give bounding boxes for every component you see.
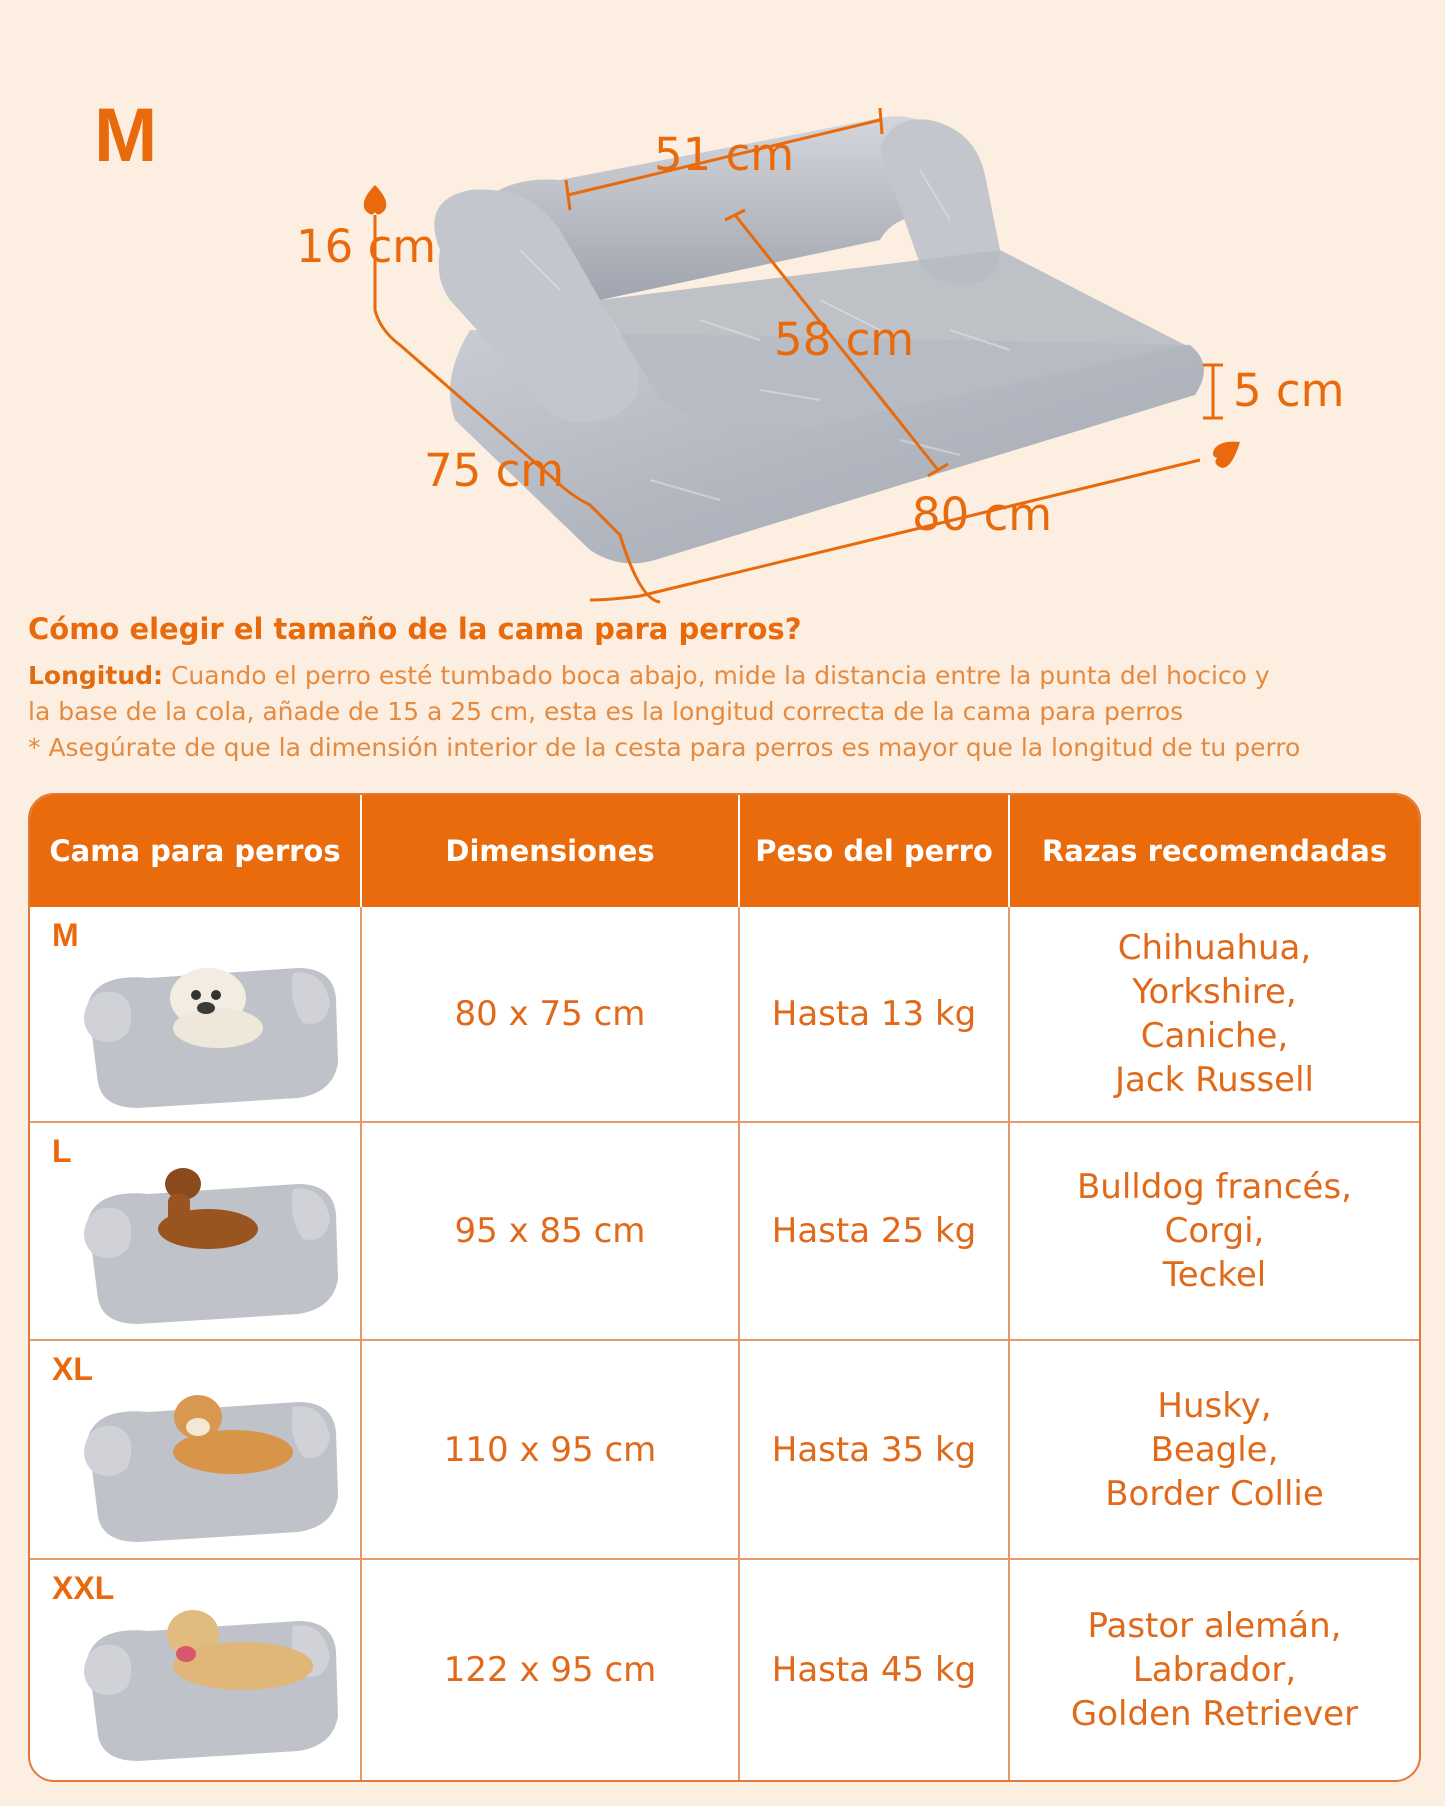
breeds-cell	[1009, 907, 1419, 1122]
header-dimensions: Dimensiones	[361, 795, 739, 907]
guide-line-1	[28, 658, 1418, 694]
header-bed: Cama para perros	[30, 795, 361, 907]
label-width: 80 cm	[912, 488, 1053, 541]
dimensions-cell: 95 x 85 cm	[361, 1122, 739, 1340]
breed: Yorkshire,	[1132, 972, 1297, 1013]
breed: Pastor alemán,	[1087, 1605, 1342, 1646]
arrow-head-top	[364, 185, 387, 215]
breed: Golden Retriever	[1070, 1693, 1359, 1734]
header-weight: Peso del perro	[739, 795, 1009, 907]
breed: Teckel	[1162, 1255, 1267, 1296]
table-row	[30, 1122, 1419, 1340]
weight-cell: Hasta 25 kg	[739, 1122, 1009, 1340]
breed: Jack Russell	[1115, 1060, 1314, 1101]
size-guide	[28, 612, 1418, 766]
table-row	[30, 1340, 1419, 1558]
breed: Beagle,	[1150, 1429, 1279, 1470]
table-row	[30, 1559, 1419, 1780]
guide-line-2: la base de la cola, añade de 15 a 25 cm, esta es la longitud correcta de la cama para perros	[28, 697, 1184, 726]
row-size-label: XL	[52, 1351, 93, 1388]
breeds-cell	[1009, 1340, 1419, 1558]
weight-cell: Hasta 13 kg	[739, 907, 1009, 1122]
breed: Caniche,	[1140, 1016, 1289, 1057]
weight-cell: Hasta 35 kg	[739, 1340, 1009, 1558]
bed-thumbnail	[68, 1596, 358, 1771]
dimensions-cell: 80 x 75 cm	[361, 907, 739, 1122]
bed-thumbnail	[68, 1159, 358, 1334]
breed: Labrador,	[1132, 1649, 1297, 1690]
dimensions-cell: 110 x 95 cm	[361, 1340, 739, 1558]
breed: Chihuahua,	[1117, 928, 1312, 969]
bed-cell	[30, 907, 361, 1122]
breed: Corgi,	[1164, 1211, 1265, 1252]
breeds-cell	[1009, 1122, 1419, 1340]
bed-cell	[30, 1559, 361, 1780]
label-inner-width: 51 cm	[654, 128, 795, 181]
breed: Bulldog francés,	[1076, 1167, 1352, 1208]
guide-keyword: Longitud:	[28, 661, 164, 690]
breed: Border Collie	[1105, 1473, 1324, 1514]
arrow-head-right	[1213, 442, 1240, 468]
size-table	[28, 793, 1421, 1782]
weight-cell: Hasta 45 kg	[739, 1559, 1009, 1780]
hero-size-letter: M	[94, 93, 160, 178]
breed: Husky,	[1157, 1385, 1272, 1426]
row-size-label: L	[52, 1133, 72, 1170]
label-depth: 75 cm	[424, 444, 565, 497]
guide-line-1-text: Cuando el perro esté tumbado boca abajo, mide la distancia entre la punta del hocico y	[163, 661, 1270, 690]
bed-thumbnail	[68, 1377, 358, 1552]
bed-cell	[30, 1340, 361, 1558]
guide-title: Cómo elegir el tamaño de la cama para perros?	[28, 612, 802, 646]
row-size-label: XXL	[52, 1569, 115, 1606]
header-breeds: Razas recomendadas	[1009, 795, 1419, 907]
label-inner-depth: 58 cm	[774, 313, 915, 366]
label-backrest-height: 16 cm	[296, 220, 437, 273]
bed-thumbnail	[68, 943, 358, 1118]
guide-line-3: * Asegúrate de que la dimensión interior de la cesta para perros es mayor que la longitud de tu perro	[28, 733, 1301, 762]
label-cushion-height: 5 cm	[1233, 364, 1345, 417]
dimensions-cell: 122 x 95 cm	[361, 1559, 739, 1780]
row-size-label: M	[52, 917, 79, 953]
table-row	[30, 907, 1419, 1122]
breeds-cell	[1009, 1559, 1419, 1780]
bed-diagram	[0, 0, 1445, 610]
bed-cell	[30, 1122, 361, 1340]
